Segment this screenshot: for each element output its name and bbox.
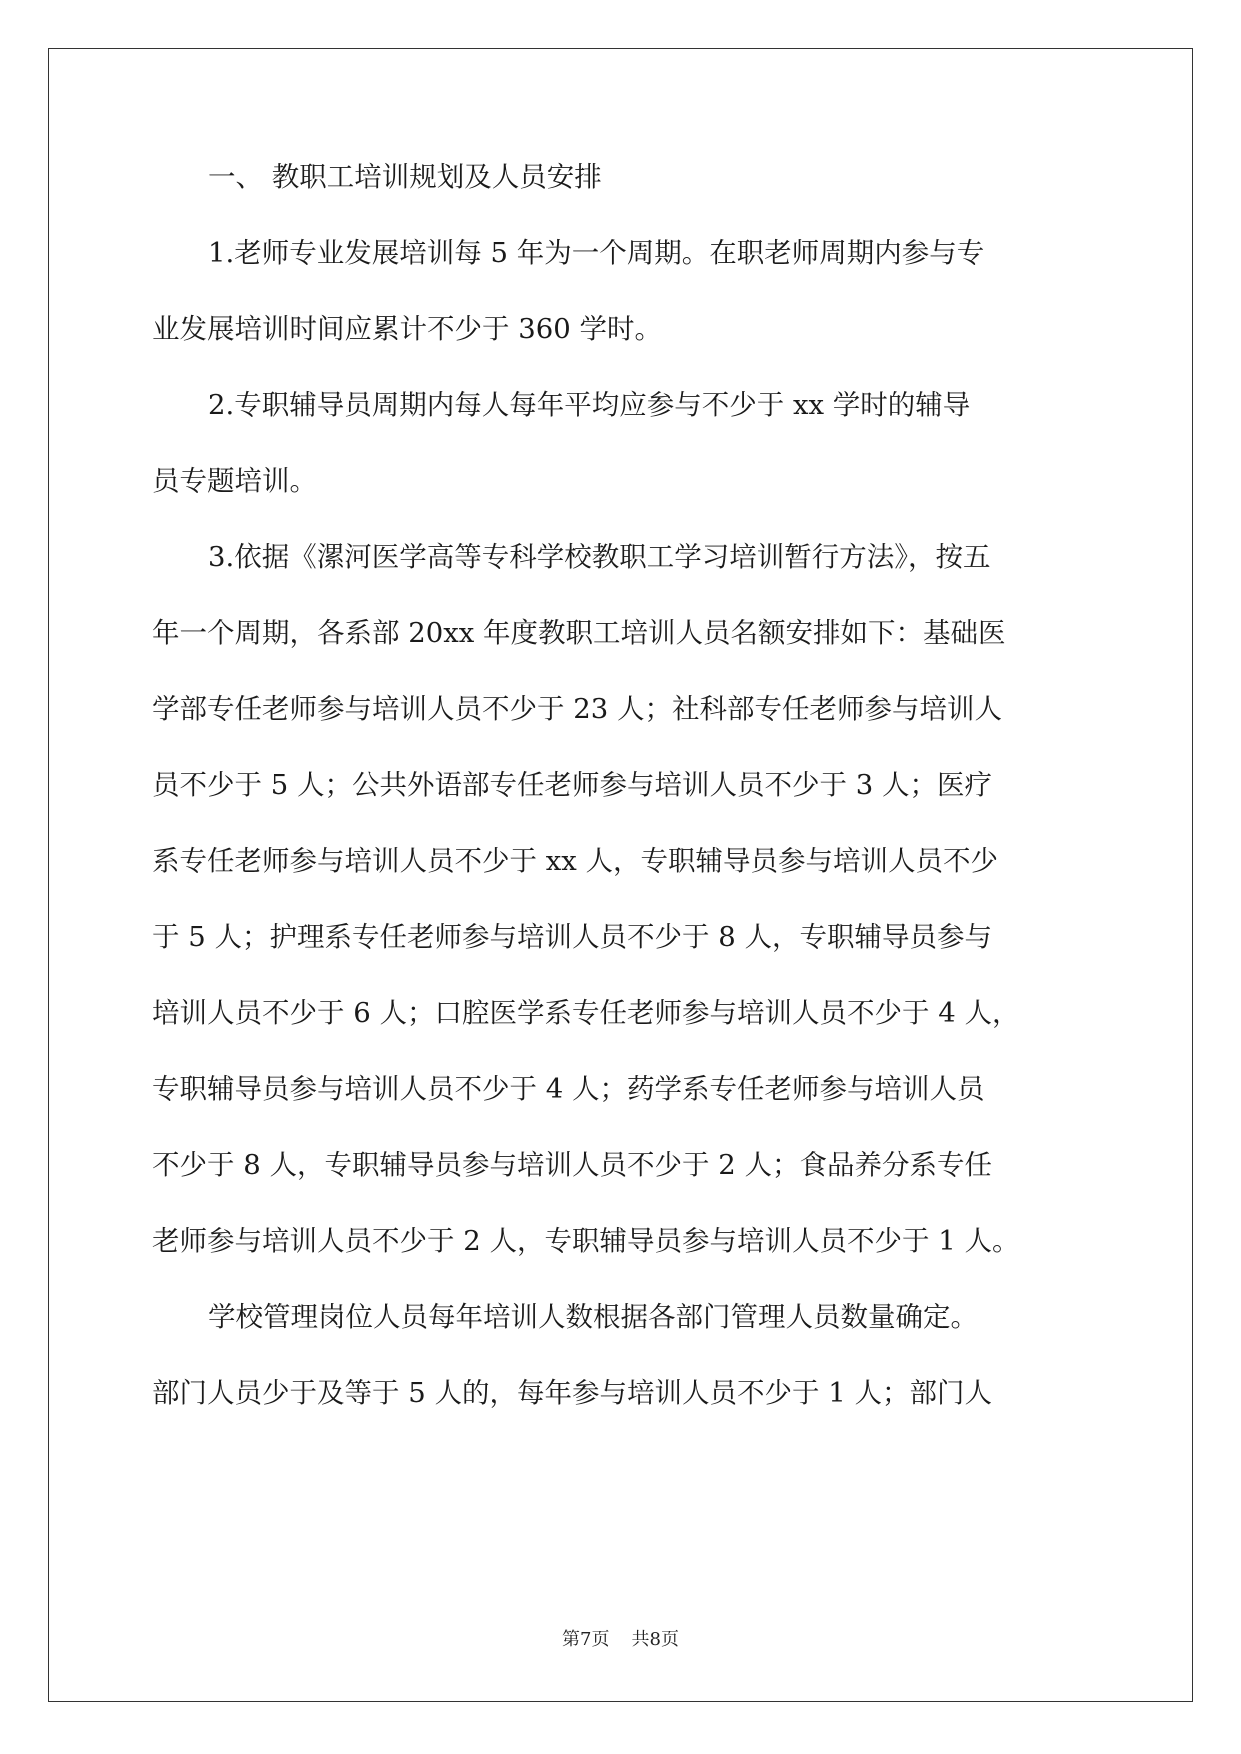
paragraph-line: 3.依据《漯河医学高等专科学校教职工学习培训暂行方法》，按五 [208, 541, 991, 573]
paragraph-line: 专职辅导员参与培训人员不少于 4 人；药学系专任老师参与培训人员 [152, 1073, 985, 1105]
paragraph-line: 员专题培训。 [152, 465, 317, 497]
paragraph-line: 学校管理岗位人员每年培训人数根据各部门管理人员数量确定。 [208, 1301, 978, 1333]
paragraph-line: 员不少于 5 人；公共外语部专任老师参与培训人员不少于 3 人；医疗 [152, 769, 992, 801]
paragraph-line: 于 5 人；护理系专任老师参与培训人员不少于 8 人，专职辅导员参与 [152, 921, 992, 953]
paragraph-line: 年一个周期，各系部 20xx 年度教职工培训人员名额安排如下：基础医 [152, 617, 1006, 649]
page-footer [0, 1625, 1241, 1651]
paragraph-line: 老师参与培训人员不少于 2 人，专职辅导员参与培训人员不少于 1 人。 [152, 1225, 1020, 1257]
paragraph-line: 2.专职辅导员周期内每人每年平均应参与不少于 xx 学时的辅导 [208, 389, 971, 421]
page-number-total: 共8页 [631, 1629, 679, 1650]
paragraph-line: 1.老师专业发展培训每 5 年为一个周期。在职老师周期内参与专 [208, 237, 985, 269]
paragraph-line: 培训人员不少于 6 人；口腔医学系专任老师参与培训人员不少于 4 人， [152, 997, 1020, 1029]
paragraph-line: 系专任老师参与培训人员不少于 xx 人，专职辅导员参与培训人员不少 [152, 845, 998, 877]
paragraph-line: 学部专任老师参与培训人员不少于 23 人；社科部专任老师参与培训人 [152, 693, 1002, 725]
paragraph-line: 部门人员少于及等于 5 人的，每年参与培训人员不少于 1 人；部门人 [152, 1377, 992, 1409]
paragraph-line: 业发展培训时间应累计不少于 360 学时。 [152, 313, 662, 345]
paragraph-line: 不少于 8 人，专职辅导员参与培训人员不少于 2 人；食品养分系专任 [152, 1149, 992, 1181]
section-heading: 一、 教职工培训规划及人员安排 [208, 161, 602, 193]
page-number-current: 第7页 [562, 1629, 610, 1650]
